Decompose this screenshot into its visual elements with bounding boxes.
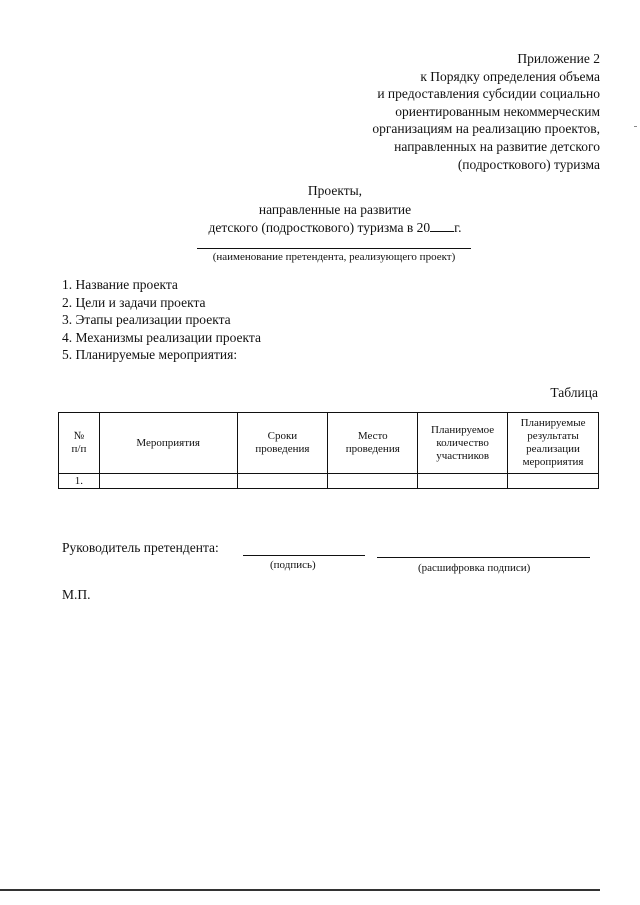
title-line-2: направленные на развитие bbox=[258, 201, 412, 217]
table-cell: 1. bbox=[59, 474, 100, 489]
table-cell bbox=[418, 474, 508, 489]
title-line-1: Проекты, bbox=[307, 183, 363, 198]
table-cell bbox=[508, 474, 599, 489]
header-number: № п/п bbox=[59, 413, 100, 474]
table-header-row bbox=[59, 413, 599, 474]
table-row bbox=[59, 474, 599, 489]
header-dates: Сроки проведения bbox=[237, 413, 328, 474]
applicant-caption: (наименование претендента, реализующего проект) bbox=[212, 251, 456, 263]
scan-mark bbox=[634, 126, 637, 127]
signature-line bbox=[243, 555, 365, 556]
list-item: 1. Название проекта bbox=[62, 277, 178, 292]
table-cell bbox=[99, 474, 237, 489]
title-line-3 bbox=[170, 219, 500, 238]
appendix-header bbox=[280, 50, 600, 173]
appendix-line: Приложение 2 bbox=[517, 51, 600, 66]
project-items-list bbox=[62, 276, 261, 364]
appendix-line: и предоставления субсидии социально bbox=[377, 86, 600, 102]
list-item: 3. Этапы реализации проекта bbox=[62, 312, 231, 328]
appendix-line: (подросткового) туризма bbox=[457, 156, 600, 172]
table-cell bbox=[237, 474, 328, 489]
applicant-name-line bbox=[197, 248, 471, 249]
document-title bbox=[170, 182, 500, 238]
events-table bbox=[58, 412, 599, 489]
header-results: Планируемые результаты реализации мероприятия bbox=[508, 413, 599, 474]
bottom-rule bbox=[0, 889, 600, 891]
signature-decoding-line bbox=[377, 557, 590, 558]
title-line-3-suffix: г. bbox=[454, 220, 462, 235]
signature-caption: (подпись) bbox=[270, 559, 316, 571]
appendix-line: организациям на реализацию проектов, bbox=[372, 121, 600, 137]
title-line-3-prefix: детского (подросткового) туризма в 20 bbox=[208, 220, 431, 235]
list-item: 5. Планируемые мероприятия: bbox=[62, 347, 238, 363]
year-blank bbox=[430, 219, 454, 232]
list-item: 4. Механизмы реализации проекта bbox=[62, 329, 261, 345]
header-participants: Планируемое количество участников bbox=[418, 413, 508, 474]
header-location: Место проведения bbox=[328, 413, 418, 474]
appendix-line: ориентированным некоммерческим bbox=[395, 103, 600, 119]
appendix-line: к Порядку определения объема bbox=[420, 68, 600, 84]
list-item: 2. Цели и задачи проекта bbox=[62, 294, 206, 310]
header-events: Мероприятия bbox=[99, 413, 237, 474]
table-cell bbox=[328, 474, 418, 489]
decoding-caption: (расшифровка подписи) bbox=[418, 562, 531, 574]
appendix-line: направленных на развитие детского bbox=[394, 138, 600, 154]
stamp-place: М.П. bbox=[62, 587, 91, 602]
table-label: Таблица bbox=[550, 385, 598, 400]
signature-label: Руководитель претендента: bbox=[62, 540, 219, 555]
